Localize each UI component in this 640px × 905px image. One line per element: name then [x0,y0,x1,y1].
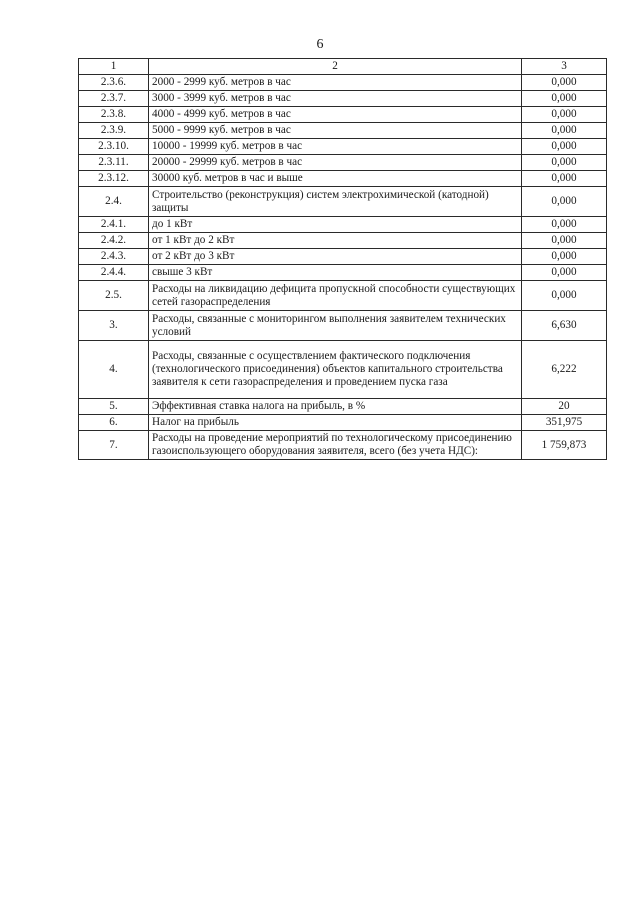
row-description: от 1 кВт до 2 кВт [149,233,522,249]
row-number: 2.3.9. [79,123,149,139]
table-row [79,217,607,233]
row-number: 4. [79,341,149,399]
row-value: 0,000 [522,91,607,107]
row-number: 2.4.4. [79,265,149,281]
row-value: 20 [522,399,607,415]
row-value: 0,000 [522,123,607,139]
table-row [79,91,607,107]
row-description: от 2 кВт до 3 кВт [149,249,522,265]
row-value: 0,000 [522,139,607,155]
row-description: 10000 - 19999 куб. метров в час [149,139,522,155]
row-number: 6. [79,415,149,431]
row-value: 0,000 [522,233,607,249]
row-number: 2.4.3. [79,249,149,265]
row-number: 2.4.2. [79,233,149,249]
table-row [79,155,607,171]
row-description: Налог на прибыль [149,415,522,431]
table-row [79,431,607,460]
row-value: 0,000 [522,187,607,217]
row-description: Расходы на проведение мероприятий по технологическому присоединению газоиспользующего оборудования заявителя, всего (без учета НДС): [149,431,522,460]
page-number: 6 [316,37,324,52]
row-number: 7. [79,431,149,460]
row-number: 2.3.12. [79,171,149,187]
row-value: 0,000 [522,217,607,233]
row-value: 0,000 [522,281,607,311]
row-value: 0,000 [522,75,607,91]
row-number: 2.3.10. [79,139,149,155]
table-row [79,311,607,341]
row-description: свыше 3 кВт [149,265,522,281]
row-description: 30000 куб. метров в час и выше [149,171,522,187]
row-number: 2.3.8. [79,107,149,123]
column-header-2: 2 [149,59,522,75]
row-description: Расходы, связанные с мониторингом выполнения заявителем технических условий [149,311,522,341]
row-number: 2.5. [79,281,149,311]
column-header-1: 1 [79,59,149,75]
table-row [79,265,607,281]
table-row [79,341,607,399]
row-value: 0,000 [522,171,607,187]
table-row [79,123,607,139]
row-value: 0,000 [522,249,607,265]
row-number: 2.4. [79,187,149,217]
row-description: Расходы, связанные с осуществлением фактического подключения (технологического присоединения) объектов капитального строительства заявителя к сети газораспределения и проведением пуска газа [149,341,522,399]
table-row [79,415,607,431]
row-description: Расходы на ликвидацию дефицита пропускной способности существующих сетей газораспределения [149,281,522,311]
row-value: 1 759,873 [522,431,607,460]
table-row [79,399,607,415]
row-description: Строительство (реконструкция) систем электрохимической (катодной) защиты [149,187,522,217]
row-description: 5000 - 9999 куб. метров в час [149,123,522,139]
table-row [79,233,607,249]
table-row [79,139,607,155]
row-description: Эффективная ставка налога на прибыль, в % [149,399,522,415]
row-description: 20000 - 29999 куб. метров в час [149,155,522,171]
row-value: 0,000 [522,155,607,171]
table-row [79,75,607,91]
cost-table [78,58,607,460]
row-value: 0,000 [522,265,607,281]
table-header-row [79,59,607,75]
row-value: 6,630 [522,311,607,341]
row-description: 2000 - 2999 куб. метров в час [149,75,522,91]
table-row [79,281,607,311]
table-row [79,187,607,217]
row-number: 3. [79,311,149,341]
row-description: 3000 - 3999 куб. метров в час [149,91,522,107]
row-number: 2.3.7. [79,91,149,107]
row-number: 2.4.1. [79,217,149,233]
row-number: 2.3.6. [79,75,149,91]
table-row [79,107,607,123]
column-header-3: 3 [522,59,607,75]
table-body [79,75,607,460]
row-description: 4000 - 4999 куб. метров в час [149,107,522,123]
row-number: 2.3.11. [79,155,149,171]
row-value: 351,975 [522,415,607,431]
row-value: 0,000 [522,107,607,123]
row-number: 5. [79,399,149,415]
row-description: до 1 кВт [149,217,522,233]
table-row [79,249,607,265]
row-value: 6,222 [522,341,607,399]
table-row [79,171,607,187]
